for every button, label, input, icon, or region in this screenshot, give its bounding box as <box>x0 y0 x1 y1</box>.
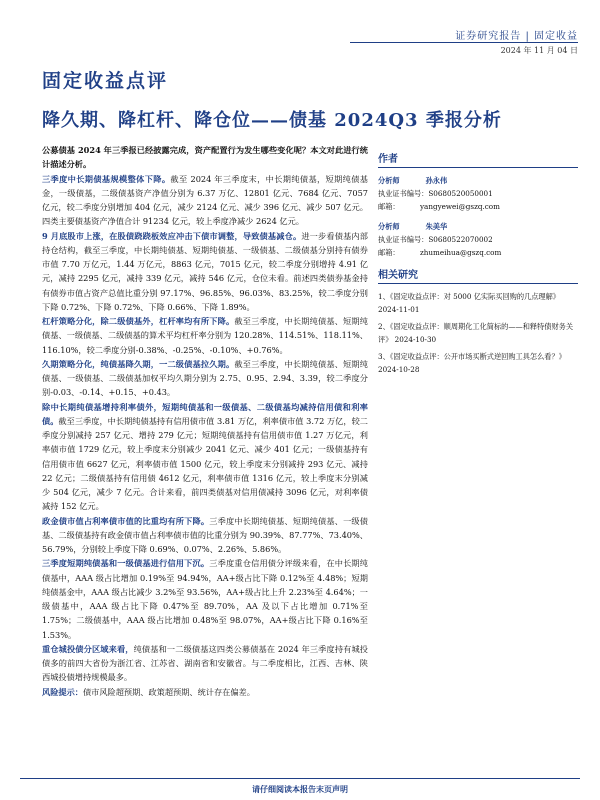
report-body <box>42 143 368 699</box>
paragraph <box>42 172 368 229</box>
paragraph-text: 截至三季度，中长期纯债基持有信用债市值 3.81 万亿，利率债市值 3.72 万亿，较二季度分别减持 257 亿元、增持 279 亿元；短期纯债基持有信用债市值 1.27 万亿元，利率债市值 1729 亿元，较上季度末分别减少 2041 亿元、减少 401 亿元；一级债基持有信用债市值 6627 亿元，利率债市值 1500 亿元，较上季度末分别减持 293 亿元、减持 22 亿元；二级债基持有信用债 4612 亿元，利率债市值 1316 亿元，较上季度末分别减少 504 亿元，减少 7 亿元。合计来看，前四类债基对信用债减持 3096 亿元，对利率债减持 152 亿元。 <box>42 415 368 512</box>
header-category <box>455 24 578 43</box>
paragraph-text: 截至 2024 年三季度末，中长期纯债基，短期纯债基金，一级债基，二级债基资产净值分别为 6.37 万亿、12801 亿元、7684 亿元、7057 亿元，较二季度分别增加 404 亿元，减少 2124 亿元、减少 396 亿元、减少 507 亿元。四类主要债基资产净值合计 91234 亿元，较上季度净减少 2624 亿元。 <box>42 173 368 227</box>
footer-disclaimer: 请仔细阅读本报告末页声明 <box>252 784 348 794</box>
email-label: 邮箱： <box>378 248 400 257</box>
cert-number: S0680522070002 <box>428 235 493 244</box>
paragraph <box>42 314 368 357</box>
paragraph-heading: 三季度中长期债基规模整体下降。 <box>42 173 171 184</box>
header-divider <box>350 42 578 43</box>
paragraph-text: 三季度重仓信用债分评级来看，在中长期纯债基中，AAA 级占比增加 0.19%至 94.94%，AA+级占比下降 0.12%至 4.48%；短期纯债基金中，AAA 级占比减少 3.2%至 93.56%，AA+级占比上升 2.23%至 4.64%；一级债基中，AAA 级占比下降 0.47%至 89.70%，AA 及以下占比增加 0.71%至 1.75%；二级债基中，AAA 级占比增加 0.48%至 98.07%，AA+级占比下降 0.16%至 1.53%。 <box>42 558 368 640</box>
cert-number: S0680520050001 <box>428 189 493 198</box>
paragraph-heading: 重仓城投债分区域来看， <box>42 643 134 654</box>
authors-heading: 作者 <box>378 150 578 168</box>
main-title: 降久期、降杠杆、降仓位——债基 2024Q3 季报分析 <box>42 110 502 131</box>
related-report-item[interactable]: 2、《固定收益点评：顺周期化工化简标的——和释特债财务关评》 2024-10-30 <box>378 322 574 344</box>
paragraph-text: 进一步看债基内部持仓结构，截至三季度，中长期纯债基、短期纯债基、一级债基、二级债基分别持有债券市值 7.70 万亿元，1.44 万亿元，8863 亿元，7015 亿元，较二季度分别增持 4.91 亿元，减持 2295 亿元，减持 339 亿元，减持 546 亿元，仓位未看。前述四类债券基金持有债券市值占资产总值比重分别 97.17%、96.85%、96.03%、83.25%，较二季度分别下降 0.72%、下降 0.72%、下降 0.66%、下降 1.89%。 <box>42 230 368 312</box>
analyst-block <box>378 220 578 259</box>
analyst-name-row <box>378 174 578 187</box>
paragraph-text: 三季度中长期纯债基、短期纯债基、一级债基、二级债基持有政金债市值占利率债市值的比重分别为 90.39%、87.77%、73.40%、56.79%，分别较上季度下降 0.69%、0.07%、2.26%、5.86%。 <box>42 515 368 554</box>
cert-label: 执业证书编号： <box>378 189 429 198</box>
analyst-email[interactable]: zhumeihua@gszq.com <box>420 248 502 257</box>
analyst-block <box>378 174 578 213</box>
paragraph-heading: 风险提示： <box>42 686 83 697</box>
analyst-email[interactable]: yangyewei@gszq.com <box>420 202 500 211</box>
paragraph <box>42 400 368 514</box>
analyst-email-row <box>378 246 578 259</box>
related-heading: 相关研究 <box>378 266 578 284</box>
analyst-role: 分析师 <box>378 222 400 231</box>
email-label: 邮箱： <box>378 202 400 211</box>
analyst-cert-row <box>378 233 578 246</box>
paragraph <box>42 229 368 315</box>
paragraph-heading: 政金债市值占利率债市值的比重均有所下降。 <box>42 515 210 526</box>
analyst-name: 朱美华 <box>425 222 448 231</box>
paragraph-text: 截至三季度，中长期纯债基、短期纯债基、一级债基、二级债基的算术平均杠杆率分别为 120.28%、114.51%、118.11%、116.10%，较二季度分别-0.38%、-0.25%、-0.10%、+0.76%。 <box>42 316 368 355</box>
lead-paragraph: 公募债基 2024 年三季报已经披露完成，资产配置行为发生哪些变化呢？本文对此进行统计描述分析。 <box>42 145 368 170</box>
paragraph-heading: 久期策略分化，纯债基降久期，一二级债基拉久期。 <box>42 358 235 369</box>
related-report-item[interactable]: 3、《固定收益点评：公开市场买断式逆回购工具怎么看？》 2024-10-28 <box>378 352 566 374</box>
footer <box>0 772 600 800</box>
paragraph <box>42 556 368 642</box>
paragraph-heading: 三季度短期纯债基和一级债基进行信用下沉。 <box>42 558 210 569</box>
footer-divider <box>20 778 580 779</box>
analyst-cert-row <box>378 187 578 200</box>
paragraph <box>42 642 368 685</box>
analyst-name: 孙永伟 <box>425 176 448 185</box>
paragraph-text: 截至三季度，中长期纯债基、短期纯债基、一级债基、二级债基加权平均久期分别为 2.75、0.95、2.94、3.39，较二季度分别-0.03、-0.14、+0.15、+0.43。 <box>42 358 368 398</box>
sidebar <box>378 150 578 380</box>
paragraph-heading: 除中长期纯债基增持利率债外，短期纯债基和一级债基、二级债基均减持信用债和利率债。 <box>42 401 368 426</box>
analyst-email-row <box>378 200 578 213</box>
cert-label: 执业证书编号： <box>378 235 429 244</box>
related-report-item[interactable]: 1、《固定收益点评：对 5000 亿实际买回购的几点理解》 2024-11-01 <box>378 292 560 314</box>
analyst-name-row <box>378 220 578 233</box>
analyst-role: 分析师 <box>378 176 400 185</box>
paragraph <box>42 514 368 557</box>
header-category-text: 证券研究报告 | 固定收益 <box>455 31 578 42</box>
paragraph-heading: 9 月底股市上涨，在股债跷跷板效应冲击下债市调整，导致债基减仓。 <box>42 230 302 241</box>
paragraph-heading: 杠杆策略分化，除二级债基外，杠杆率均有所下降。 <box>42 316 235 326</box>
paragraph-text: 纯债基和一二级债基这四类公募债基在 2024 年三季度持有城投债多的前四大省份为浙江省、江苏省、湖南省和安徽省。与二季度相比，江西、吉林、陕西城投债增持规模最多。 <box>42 643 368 683</box>
header-date: 2024 年 11 月 04 日 <box>500 46 578 55</box>
paragraph <box>42 685 368 699</box>
report-type: 固定收益点评 <box>42 70 169 92</box>
paragraph-text: 债市风险超预期、政策超预期、统计存在偏差。 <box>82 686 255 697</box>
paragraph <box>42 357 368 400</box>
